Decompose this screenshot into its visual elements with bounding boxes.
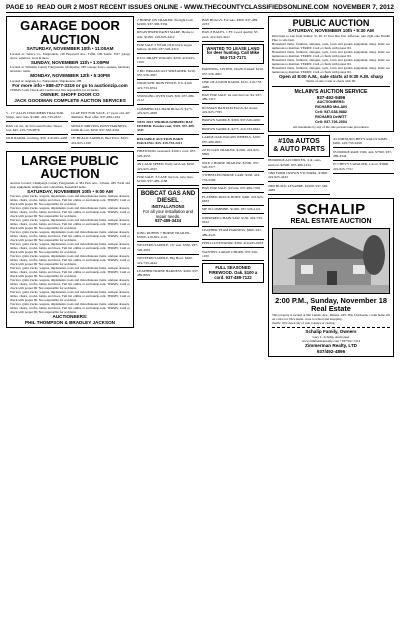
classified-ad: LARGE OAK WAGON WHEELS. $100. 937-489-0021 bbox=[202, 134, 264, 147]
classified-ad: HAY BUGGY. For sale. $300. 937-489-2233 bbox=[202, 16, 264, 29]
col1-classifieds bbox=[6, 109, 134, 147]
classified-ad: FIREWOOD, seasoned. $100 a cord. 937-526-4555 bbox=[137, 148, 199, 161]
public-auction-body: Household items, furniture, antiques, tools, lawn and garden equipment, many items too numerous to mention. TERMS: Cash or check with proper ID. bbox=[272, 41, 390, 50]
bobcat-phone: 937-489-3434 bbox=[154, 218, 182, 224]
classified-ad: 07 CHEVY CAVALIER, 2 door. $3900. 419-925-7721 bbox=[333, 161, 394, 174]
large-public-auction-ad bbox=[6, 151, 134, 329]
classified-ad: LEATHER TEAM HARNESS. $600. 937-489-4545 bbox=[202, 227, 264, 240]
divider bbox=[272, 86, 390, 87]
classified-ad: CLAY POT FOR SALE, 17 years old, 40" diameter. Best offer. 937-489-1234 bbox=[71, 109, 134, 122]
schalip-firm: Zimmerman Realty, LTD bbox=[305, 343, 357, 349]
garage-body-1: Located at: Seneca Co. Fairgrounds, 100 Hopewell Ave., Tiffin, OH. Items: 350+ garage doors, windows, tools & more. bbox=[10, 51, 130, 60]
classified-ad: WESTERN SADDLE, 16" seat. $350. 937-526-4901 bbox=[137, 242, 199, 255]
wanted-lease-ad bbox=[202, 44, 264, 64]
schalip-date-2: Real Estate bbox=[311, 304, 351, 314]
auctioneer-name: RICHARD McLAIN bbox=[315, 105, 347, 110]
garage-body-3: Located at: Auglaize Co. Fairgrounds, Wapakoneta, OH. bbox=[10, 78, 83, 83]
large-public-banner: LARGE PUBLIC AUCTION bbox=[21, 152, 119, 182]
classified-ad: BROWN SADDLE. $300. 937-526-4450 bbox=[202, 117, 264, 125]
classified-ad: FOR SALE: 3 CASE tractors, new tires. $1500. 937-489-1188 bbox=[137, 173, 199, 186]
large-public-body-repeat: Tractors, grain trucks, wagons, implements, tools and miscellaneous items. Antique dressers, tables, chairs, crocks, lamps and more. Full list online at auctionzip.com. TERMS: Cash or check with proper ID. Not responsible for accidents. bbox=[10, 206, 130, 219]
garage-date-1: SATURDAY, NOVEMBER 10th • 11:00AM bbox=[26, 46, 114, 52]
autos-heading-1: #10a AUTOS bbox=[278, 138, 320, 146]
garage-auctioneers: JACK GOODMAN COMPLETE AUCTION SERVICES bbox=[14, 97, 126, 103]
public-auction-body-repeat: Household items, furniture, antiques, tools, lawn and garden equipment, many items too numerous to mention. TERMS: Cash or check with proper ID. bbox=[272, 65, 390, 74]
large-public-auctioneers: PHIL THOMPSON & BRADLEY JACKSON bbox=[25, 319, 115, 325]
public-auction-body-repeat: Household items, furniture, antiques, tools, lawn and garden equipment, many items too numerous to mention. TERMS: Cash or check with proper ID. bbox=[272, 49, 390, 58]
classified-ad: COMMERCIAL HAIR BUGGY. $175. 419-925-4498 bbox=[137, 105, 199, 118]
large-public-body-repeat: Tractors, grain trucks, wagons, implements, tools and miscellaneous items. Antique dressers, tables, chairs, crocks, lamps and more. Full list online at auctionzip.com. TERMS: Cash or check with proper ID. Not responsible for accidents. bbox=[10, 230, 130, 243]
column-2 bbox=[137, 16, 199, 280]
classified-ad: HAY FOR SALE. $4 bale. 937-489-7766 bbox=[202, 185, 264, 193]
classified-ad: ALUMINUM CHEVY RALLY RIMS. $200. 419-733-2299 bbox=[333, 135, 394, 148]
issue-date: NOVEMBER 7, 2012 bbox=[332, 4, 394, 11]
large-public-body-repeat: Tractors, grain trucks, wagons, implements, tools and miscellaneous items. Antique dressers, tables, chairs, crocks, lamps and more. Full list online at auctionzip.com. TERMS: Cash or check with proper ID. Not responsible for accidents. bbox=[10, 218, 130, 231]
classified-ad: 18" BLACK SADDLE, Bud Price. $225. 419-925-1199 bbox=[71, 135, 134, 148]
classified-ad: REGISTERED PAINT MARE. Broke to ride. $1200. 419-925-4412 bbox=[137, 29, 199, 42]
classified-ad: 88 DODGE ACCORD EX, 4 dr, auto, sunroof. $2500. 937-489-1234 bbox=[268, 157, 330, 170]
garage-door-auction-ad bbox=[6, 16, 134, 106]
classified-ad: 1999 FORD CROWN VICTORIA. $1800. 419-925-4432 bbox=[268, 170, 330, 183]
classified-ad: 5 - 11" ALLIS CHALMERS TRACTOR. Sharp, new tires. $1400. 419-733-0322 bbox=[6, 109, 68, 122]
schalip-real-estate-ad bbox=[268, 198, 394, 357]
column-1 bbox=[6, 16, 134, 331]
large-public-auctioneers-label: AUCTIONEERS: bbox=[52, 314, 88, 320]
classified-ad: 2 HORSE ON TRAILER. Straight load. $2200. 937-368-3334 bbox=[137, 16, 199, 29]
autos-heading-2: & AUTO PARTS bbox=[273, 146, 325, 154]
public-auction-note: All statements by any of the sale persons take precedence. bbox=[292, 125, 370, 130]
column-4 bbox=[268, 16, 394, 360]
garage-owner: OWNER: SHOFF DOOR CO bbox=[40, 92, 100, 98]
house-photo bbox=[272, 228, 390, 294]
public-auction-date: SATURDAY, NOVEMBER 10th • 9:30 AM bbox=[288, 28, 374, 34]
large-public-body-repeat: Tractors, grain trucks, wagons, implements, tools and miscellaneous items. Antique dressers, tables, chairs, crocks, lamps and more. Full list online at auctionzip.com. TERMS: Cash or check with proper ID. Not responsible for accidents. bbox=[10, 254, 130, 267]
firewood-ad bbox=[202, 263, 264, 283]
firewood-text: FULL SEASONED FIREWOOD. Oak. $100 a cord. 937-489-7122 bbox=[208, 264, 258, 280]
classified-ad: WANTED: LARGE CHURN. 937-526-1100 bbox=[202, 248, 264, 261]
classified-ad: JONSERED CHAIN SAW. $150. 419-733-9012 bbox=[202, 214, 264, 227]
large-public-body: Tractors, grain trucks, wagons, implements, tools and miscellaneous items. Antique dressers, tables, chairs, crocks, lamps and more. Full list online at auctionzip.com. TERMS: Cash or check with proper ID. Not responsible for accidents. bbox=[10, 194, 130, 207]
bobcat-body: For all your installation and repair needs. bbox=[142, 208, 194, 219]
bobcat-sub: INSTALLATIONS bbox=[151, 203, 185, 209]
auctioneer-cell: Cell: 937-638-9882 bbox=[315, 110, 347, 115]
large-public-body-repeat: Tractors, grain trucks, wagons, implements, tools and miscellaneous items. Antique dressers, tables, chairs, crocks, lamps and more. Full list online at auctionzip.com. TERMS: Cash or check with proper ID. Not responsible for accidents. bbox=[10, 278, 130, 291]
public-auction-terms: Terms of sale: Cash or check with ID. bbox=[306, 79, 356, 84]
schalip-subtitle: REAL ESTATE AUCTION bbox=[290, 218, 372, 226]
classified-ad: 4N CAUR SPEED. Fully serviced. $450. 419-925-4345 bbox=[137, 161, 199, 174]
public-auction-intro: Directions to sale from Sidney: St. Rt. 47 East thru Port Jefferson, turn right onto Hardin Pike, to sale barn. bbox=[272, 33, 390, 42]
bobcat-ad bbox=[137, 188, 199, 227]
classified-ad: OLD RADIO, working. $50. 419-925-4438 bbox=[6, 135, 68, 143]
schalip-owners: Schalip Family, Owners bbox=[305, 329, 357, 335]
mclain-phone: 937-492-9496 bbox=[316, 94, 346, 100]
schalip-terms: Terms: 10% down day of sale, balance at closing. bbox=[272, 321, 336, 326]
large-public-body-repeat: Tractors, grain trucks, wagons, implements, tools and miscellaneous items. Antique dressers, tables, chairs, crocks, lamps and more. Full list online at auctionzip.com. TERMS: Cash or check with proper ID. Not responsible for accidents. bbox=[10, 302, 130, 315]
classified-ad: WESTERN SADDLE. Big Horn. $400. 419-733-4444 bbox=[137, 255, 199, 268]
public-auction-open: Open at 8:00 A.M., sale starts at 9:30 A.M. sharp bbox=[278, 73, 384, 79]
classified-ad: SWINGING OVEN DAY. $50. 937-489-2112 bbox=[137, 93, 199, 106]
public-auction-body-repeat: Household items, furniture, antiques, tools, lawn and garden equipment, many items too numerous to mention. TERMS: Cash or check with proper ID. bbox=[272, 57, 390, 66]
schalip-auctioneer: Gary L. Schalip, Auctioneer bbox=[312, 334, 350, 339]
schalip-title: SCHALIP bbox=[296, 201, 366, 219]
classified-ad: WROUGHT IRON FENCE, 8 ft. $100. 419-733-6554 bbox=[137, 80, 199, 93]
garage-terms: TERMS: Cash, Check and Credit Card. Not responsible for accidents. bbox=[10, 88, 100, 93]
divider bbox=[272, 327, 390, 328]
large-public-body-repeat: Tractors, grain trucks, wagons, implements, tools and miscellaneous items. Antique dressers, tables, chairs, crocks, lamps and more. Full list online at auctionzip.com. TERMS: Cash or check with proper ID. Not responsible for accidents. bbox=[10, 266, 130, 279]
column-3 bbox=[202, 16, 264, 285]
bobcat-head: BOBCAT GAS AND DIESEL bbox=[140, 191, 196, 205]
auctioneer-cell: Cell: 937-726-2004 bbox=[315, 120, 347, 125]
classified-ad: PAINTING, LISTED, 16x20, framed. $150. 937-526-4001 bbox=[202, 66, 264, 79]
autos-heading-box bbox=[268, 135, 330, 156]
schalip-body: This property is located at 940 Lunatic Ave., Minster, OH. This 3 bedroom, 1 bath home sits on a nice lot. Nice home, close to school and shopping. bbox=[272, 313, 390, 322]
classified-ad: 2000 BUICK LESABRE. $2200. 937-526-4489 bbox=[268, 182, 330, 195]
classified-ad: 05 DODGE RAM 1500, 4x4. $7500. 937-489-3344 bbox=[333, 148, 394, 161]
classified-ad: P.T.O. DRAFT WAGON. $250. 419-925-1100 bbox=[137, 54, 199, 67]
classified-ad: FOR SALE 3 YEAR OLD black angus heifers. $1100. 937-526-4310 bbox=[137, 42, 199, 55]
classified-ad: HAY FOR SALE 1st and 2nd cut. $4. 937-489-1313 bbox=[202, 91, 264, 104]
wanted-lease-text: WANTED TO LEASE LAND for deer hunting. Call Mike 564-713-7171 bbox=[206, 45, 260, 61]
header-title: READ OUR 2 MOST RECENT ISSUES ONLINE - WWW.THECOUNTYCLASSIFIEDSONLINE.COM bbox=[37, 4, 329, 11]
garage-body-2: Located at: Williams County Fairgrounds, Montpelier, OH. Garage doors, openers, hardware and misc. items. bbox=[10, 65, 130, 74]
classified-ad: NICE 2 HORSE TRAILER. $2500. 937-526-3377 bbox=[202, 159, 264, 172]
classified-ad: 2 BU. BROADCAST SPREADER. $150. 937-526-4567 bbox=[137, 67, 199, 80]
autos-section bbox=[268, 135, 394, 195]
mclain-title: McLAIN'S AUCTION SERVICE bbox=[294, 88, 368, 95]
auctioneer-name: RICHARD DeWITT bbox=[315, 115, 347, 120]
public-auction-banner: PUBLIC AUCTION bbox=[292, 18, 370, 28]
classified-ad: HAY 1st cut, all 5x5 round bales. Never wet. $45. 419-733-9876 bbox=[6, 122, 68, 135]
classified-ad: RUSSIAN BANTAM EGGS. $2 dozen. 419-925-7765 bbox=[202, 104, 264, 117]
large-public-body-repeat: Tractors, grain trucks, wagons, implements, tools and miscellaneous items. Antique dressers, tables, chairs, crocks, lamps and more. Full list online at auctionzip.com. TERMS: Cash or check with proper ID. Not responsible for accidents. bbox=[10, 290, 130, 303]
large-public-body-repeat: Tractors, grain trucks, wagons, implements, tools and miscellaneous items. Antique dressers, tables, chairs, crocks, lamps and more. Full list online at auctionzip.com. TERMS: Cash or check with proper ID. Not responsible for accidents. bbox=[10, 242, 130, 255]
schalip-date: 2:00 P.M., Sunday, November 18 bbox=[275, 296, 387, 306]
classified-ad: BROWN SADDLE. $275. 419-733-6622 bbox=[202, 125, 264, 133]
garage-web: For more info • 888-477-3319 or go to auctionzip.com bbox=[12, 82, 128, 88]
classified-ad: MF 50 COMBINE. $1200. 937-526-2121 bbox=[202, 206, 264, 214]
classified-ad: FLATBED TRUCK BODY. $400. 419-925-6633 bbox=[202, 193, 264, 206]
classified-ad: RELIABLE AUCTION BARN HAULING. $25. 419-733-2211 bbox=[137, 135, 199, 148]
classified-ad: FEED CULTIVATOR. $300. 419-925-0033 bbox=[202, 240, 264, 248]
classified-ad: SINGLE DRIVING PONY HARNESS, bridle & cart. $250. 937-526-4432 bbox=[71, 122, 134, 135]
schalip-web: www.zimmermanrealty.com • 937/597-7214 bbox=[301, 339, 361, 344]
classified-ad: LEATHER HORSE HARNESS. $200. 937-489-8822 bbox=[137, 267, 199, 280]
classified-ad: HAY, 8 BALES, 1 FT. Good quality. $5 each. 419-925-4411 bbox=[202, 29, 264, 42]
classified-ad: 3 WHEELED HORSE CART. $350. 419-733-5500 bbox=[202, 172, 264, 185]
classified-ad: ONE OF A KIND RADIO. $125. 419-733-4989 bbox=[202, 79, 264, 92]
page-number: PAGE 10 bbox=[6, 4, 33, 11]
large-public-intro: Auction located: Champaign County Fairgrounds at 384 Park Ave., Urbana, OH. Farm and shop equipment, antiques and collectibles, household items. bbox=[10, 180, 130, 189]
classified-ad: KING RUFFIN 7 HORSE TRAILER. $3500. 419-925-1122 bbox=[137, 229, 199, 242]
public-auction-ad bbox=[268, 16, 394, 132]
garage-date-3: MONDAY, NOVEMBER 12th • 5:30PM bbox=[30, 73, 110, 79]
classified-ad: NEW 2013 THOROUGHBRED HAY FEEDER. Powder coat, $325. 937-489-3311 bbox=[137, 118, 199, 135]
garage-date-2: SUNDAY, NOVEMBER 11th • 1:00PM bbox=[30, 59, 110, 65]
garage-door-banner: GARAGE DOOR AUCTION bbox=[20, 18, 120, 47]
page-header bbox=[6, 2, 394, 13]
large-public-date: SATURDAY, NOVEMBER 10th • 9:00 AM bbox=[27, 188, 113, 194]
classified-ad: 20' ECGAN TRAILER. $1500. 419-925-8899 bbox=[202, 146, 264, 159]
auctioneers-label: AUCTIONEERS: bbox=[316, 100, 346, 105]
schalip-phone: 937/492-4896 bbox=[316, 348, 346, 354]
